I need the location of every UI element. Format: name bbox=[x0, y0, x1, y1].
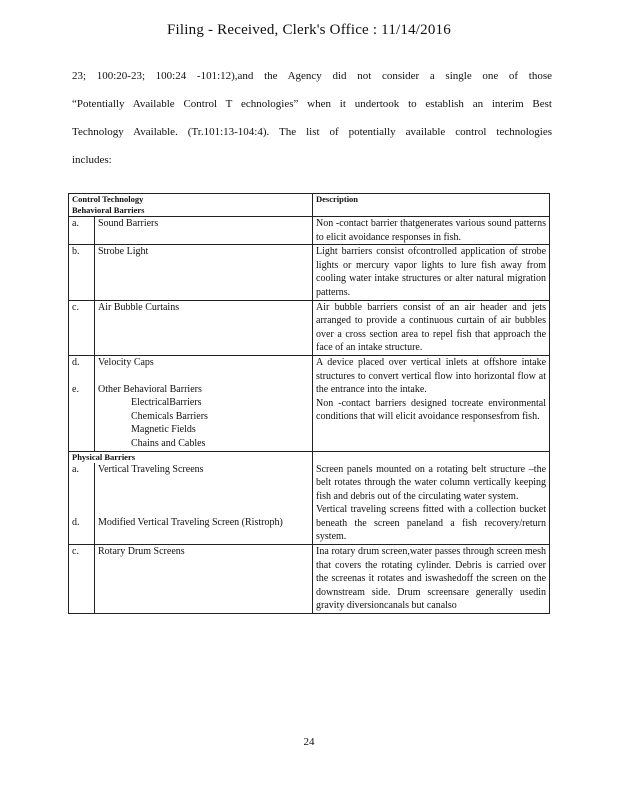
row-technology: Velocity Caps Other Behavioral Barriers ElectricalBarriers Chemicals Barriers Magnetic Fields Chains and Cables bbox=[95, 355, 313, 451]
section-label-behavioral: Behavioral Barriers bbox=[72, 205, 145, 215]
row-description: A device placed over vertical inlets at offshore intake structures to convert vertical flow into horizontal flow at the entrance into the intake. Non -contact barriers designed tocreate environmental conditions that will elicit avoidance responsesfrom fish. bbox=[313, 355, 550, 451]
paragraph-line: includes: bbox=[72, 154, 112, 166]
sub-item: Chemicals Barriers bbox=[131, 410, 208, 422]
row-number: b. bbox=[69, 245, 95, 300]
intro-paragraph bbox=[72, 69, 552, 181]
row-technology: Vertical Traveling Screens Modified Vertical Traveling Screen (Ristroph) bbox=[95, 463, 313, 545]
table-header-row bbox=[69, 194, 550, 217]
table-row bbox=[69, 245, 550, 300]
row-number: d. e. bbox=[69, 355, 95, 451]
row-description: Light barriers consist ofcontrolled application of strobe lights or mercury vapor lights to lure fish away from cooling water intake structures or alter natural migration patterns. bbox=[313, 245, 550, 300]
filing-header: Filing - Received, Clerk's Office : 11/14/2016 bbox=[167, 22, 451, 38]
row-number: c. bbox=[69, 545, 95, 614]
paragraph-line: Technology Available. (Tr.101:13-104:4). The list of potentially available control technologies bbox=[72, 126, 552, 138]
row-number: a. bbox=[69, 217, 95, 245]
sub-item: Chains and Cables bbox=[131, 437, 206, 449]
row-description: Non -contact barrier thatgenerates various sound patterns to elicit avoidance responses in fish. bbox=[313, 217, 550, 245]
paragraph-line: “Potentially Available Control T echnologies” when it undertook to establish an interim Best bbox=[72, 98, 552, 110]
row-description: Air bubble barriers consist of an air header and jets arranged to provide a continuous curtain of air bubbles over a cross section area to repel fish that approach the face of an intake structure. bbox=[313, 300, 550, 355]
header-description: Description bbox=[313, 194, 550, 217]
table-row bbox=[69, 217, 550, 245]
row-technology: Strobe Light bbox=[95, 245, 313, 300]
table-row bbox=[69, 355, 550, 451]
header-control-technology: Control Technology Behavioral Barriers bbox=[69, 194, 313, 217]
section-label-physical: Physical Barriers bbox=[69, 451, 313, 463]
table-row bbox=[69, 300, 550, 355]
sub-item: ElectricalBarriers bbox=[131, 397, 202, 409]
sub-item: Magnetic Fields bbox=[131, 424, 196, 436]
paragraph-line: 23; 100:20-23; 100:24 -101:12),and the Agency did not consider a single one of those bbox=[72, 70, 552, 82]
row-number: a. d. bbox=[69, 463, 95, 545]
row-description: Screen panels mounted on a rotating belt structure –the belt rotates through the water column vertically keeping fish and debris out of the circulating water system. Vertical traveling screens fitted with a collection bucket beneath the screen paneland a fish recovery/return system. bbox=[313, 463, 550, 545]
row-technology: Air Bubble Curtains bbox=[95, 300, 313, 355]
row-technology: Sound Barriers bbox=[95, 217, 313, 245]
row-number: c. bbox=[69, 300, 95, 355]
row-description: Ina rotary drum screen,water passes through screen mesh that covers the rotating cylinder. Debris is carried over the screenas it rotates and iswashedoff the screen on the downstream side. Drum screensare generally usedin gravity diversioncanals but canalso bbox=[313, 545, 550, 614]
table-row bbox=[69, 463, 550, 545]
table-row bbox=[69, 545, 550, 614]
page-number: 24 bbox=[303, 736, 315, 748]
table-row bbox=[69, 451, 550, 463]
control-technology-table bbox=[68, 193, 550, 614]
row-technology: Rotary Drum Screens bbox=[95, 545, 313, 614]
